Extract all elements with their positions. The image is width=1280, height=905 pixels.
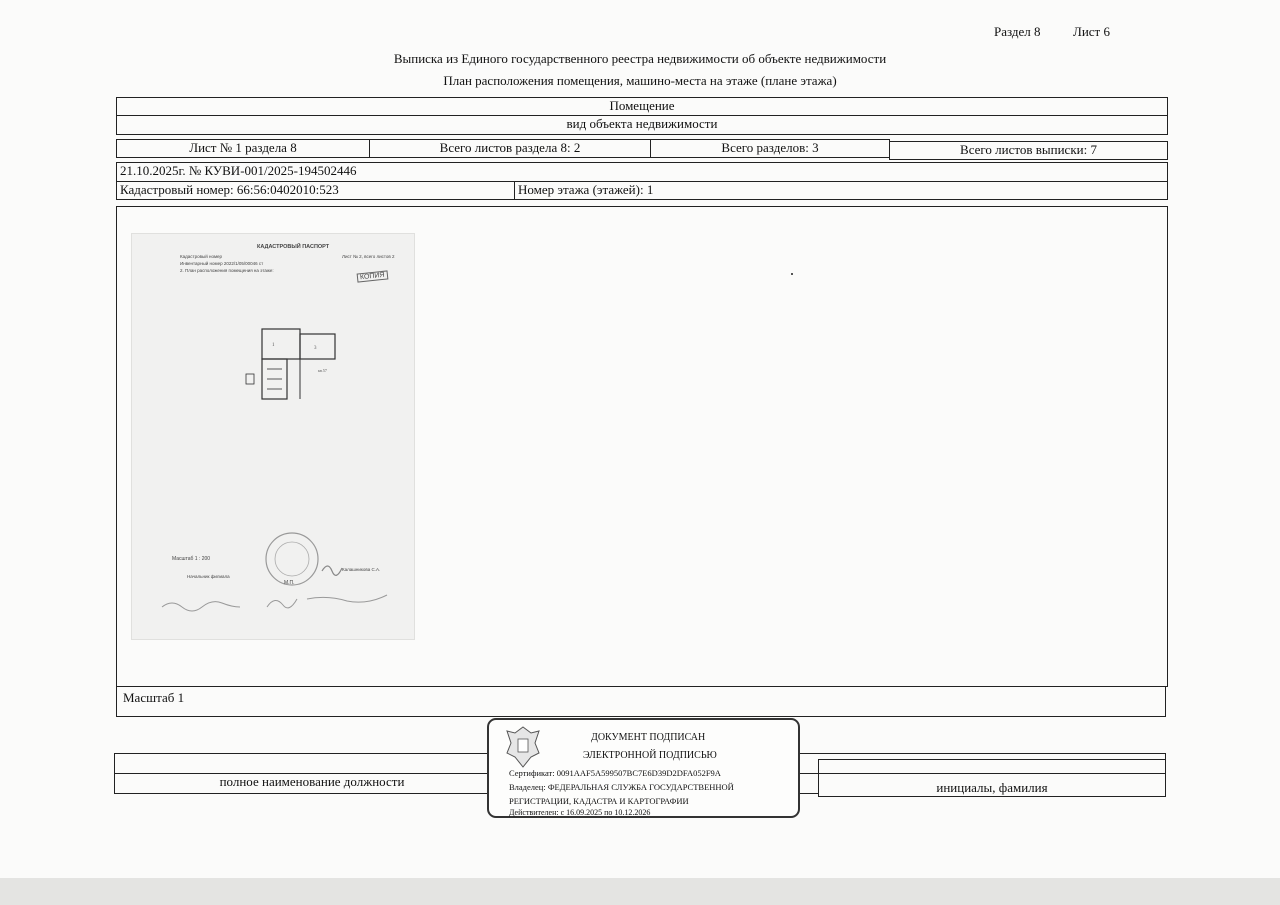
cadastral-number: Кадастровый номер: 66:56:0402010:523 [116, 181, 515, 200]
stamp-owner-1: Владелец: ФЕДЕРАЛЬНАЯ СЛУЖБА ГОСУДАРСТВЕННОЙ [509, 782, 734, 792]
sections-total: Всего разделов: 3 [650, 139, 890, 158]
position-caption: полное наименование должности [114, 773, 510, 794]
svg-text:кв.57: кв.57 [318, 368, 327, 373]
object-type: Помещение [116, 97, 1168, 116]
plan-line-2: Инвентарный номер 2022/1/05/00046 ст [180, 261, 264, 266]
stamp-owner-2: РЕГИСТРАЦИИ, КАДАСТРА И КАРТОГРАФИИ [509, 796, 689, 806]
svg-text:1: 1 [272, 343, 275, 348]
copy-stamp: КОПИЯ [357, 270, 388, 282]
plan-scale: Масштаб 1 : 200 [172, 556, 211, 562]
scale-label: Масштаб 1 [116, 686, 1166, 717]
plan-mp: М.П. [284, 580, 295, 586]
stamp-line-1: ДОКУМЕНТ ПОДПИСАН [591, 732, 706, 743]
section-sheets-total: Всего листов раздела 8: 2 [369, 139, 651, 158]
handwritten-signatures [157, 559, 397, 619]
floor-plan-drawing [232, 324, 352, 404]
floor-number: Номер этажа (этажей): 1 [514, 181, 1168, 200]
emblem-icon [501, 723, 545, 771]
name-caption: инициалы, фамилия [936, 780, 1048, 795]
plan-line-3: 2. План расположения помещения на этаже: [180, 268, 274, 273]
stamp-valid: Действителен: с 16.09.2025 по 10.12.2026 [509, 808, 651, 817]
plan-chief: Начальник филиала [187, 574, 230, 579]
plan-sheet-info: Лист № 2, всего листов 2 [342, 254, 395, 259]
document-reference: 21.10.2025г. № КУВИ-001/2025-194502446 [116, 162, 1168, 182]
document-title: Выписка из Единого государственного реестра недвижимости об объекте недвижимости [393, 51, 887, 66]
sheet-number: Лист 6 [1073, 24, 1110, 39]
sheet-of-section: Лист № 1 раздела 8 [116, 139, 370, 158]
stamp-line-2: ЭЛЕКТРОННОЙ ПОДПИСЬЮ [583, 750, 717, 761]
extract-sheets-total: Всего листов выписки: 7 [889, 141, 1168, 160]
electronic-signature-stamp [487, 718, 800, 818]
section-number: Раздел 8 [994, 24, 1041, 39]
scan-dot [791, 273, 793, 275]
object-type-caption: вид объекта недвижимости [116, 115, 1168, 135]
plan-line-1: Кадастровый номер [180, 254, 223, 259]
stamp-certificate: Сертификат: 0091AAF5A599507BC7E6D39D2DFA052F9A [509, 768, 721, 778]
page-bottom-edge [0, 878, 1280, 905]
floor-plan-image [131, 233, 415, 640]
document-subtitle: План расположения помещения, машино-места на этаже (плане этажа) [443, 73, 837, 88]
name-cell [818, 759, 1166, 797]
svg-text:3: 3 [314, 346, 317, 351]
plan-signer: Калашникова С.А. [342, 567, 381, 572]
plan-title: КАДАСТРОВЫЙ ПАСПОРТ [257, 244, 330, 250]
